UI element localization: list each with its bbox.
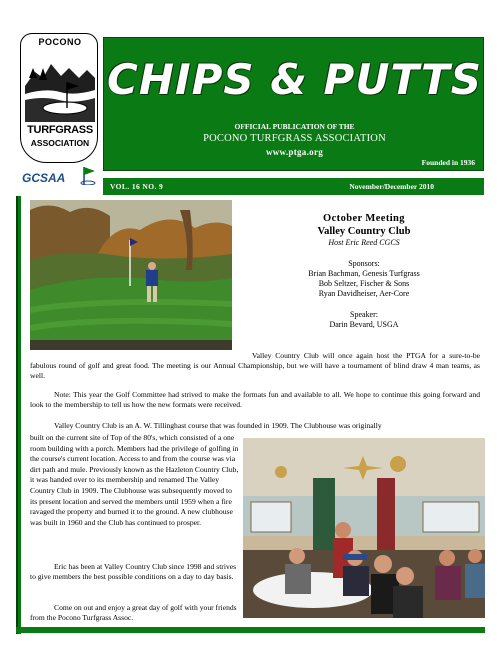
- meeting-title: October Meeting: [323, 213, 405, 224]
- association-name: POCONO TURFGRASS ASSOCIATION: [203, 133, 386, 144]
- golf-course-logo-icon: [25, 48, 95, 122]
- issue-date: November/December 2010: [349, 182, 434, 191]
- logo-name-line2: ASSOCIATION: [30, 138, 90, 148]
- article-history: built on the current site of Top of the 80's, which consisted of a one room building with a porch. Members had the privilege of golfing in the course's current location. Access to and from the course was via dirt path and mule. Previously known as the Hazleton Country Club, it was handed over to its membership and renamed The Valley Country Club in 1909. The Clubhouse was subsequently moved to its present location and served the members until 1959 when a fire ravaged the property and burned it to the ground. A new clubhouse was built in 1960 and the Club has continued to prosper.: [30, 433, 239, 527]
- issue-bar: [103, 178, 484, 195]
- meeting-host: Host Eric Reed CGCS: [328, 238, 400, 247]
- golfer-photo: [30, 200, 232, 350]
- clubhouse-photo-image: [243, 438, 485, 618]
- sponsor-item: Brian Bachman, Genesis Turfgrass: [308, 269, 420, 278]
- article-history-lead: Valley Country Club is an A. W. Tillinghast course that was founded in 1909. The Clubhouse was originally: [54, 421, 382, 430]
- logo-name-line1: TURFGRASS: [27, 124, 93, 136]
- clubhouse-photo: [243, 438, 485, 618]
- logo-top-text: POCONO: [38, 37, 82, 47]
- frame-bottom-border: [16, 627, 485, 633]
- publication-line: OFFICIAL PUBLICATION OF THE: [234, 122, 355, 131]
- speaker-name: Darin Bevard, USGA: [329, 320, 399, 329]
- meeting-venue: Valley Country Club: [317, 226, 411, 237]
- founded-text: Founded in 1936: [421, 158, 475, 167]
- sponsor-item: Ryan Davidheiser, Aer-Core: [318, 289, 410, 298]
- speaker-label: Speaker:: [350, 310, 378, 319]
- gcsaa-flag-icon: [80, 165, 98, 185]
- gcsaa-text: GCSAA: [22, 171, 66, 185]
- article-superintendent: Eric has been at Valley Country Club since 1998 and strives to give members the best possible conditions on a day to day basis.: [30, 562, 237, 581]
- sponsors-label: Sponsors:: [348, 259, 380, 268]
- pta-logo: [20, 33, 98, 193]
- logo-badge: [20, 33, 98, 163]
- sponsor-item: Bob Seltzer, Fischer & Sons: [318, 279, 410, 288]
- website-link[interactable]: www.ptga.org: [265, 147, 324, 157]
- article-paragraph: Valley Country Club will once again host the PTGA for a sure-to-be fabulous round of golf and great food. The meeting is our Annual Championship, but we will have a tournament of blind draw 4 man teams, as well.: [30, 351, 480, 380]
- volume-number: VOL. 16 NO. 9: [110, 182, 164, 191]
- meeting-info: [250, 212, 478, 330]
- article-closing: Come on out and enjoy a great day of golf with your friends from the Pocono Turfgrass Assoc.: [30, 603, 237, 622]
- golfer-photo-image: [30, 200, 232, 350]
- newsletter-title: CHIPS & PUTTS: [107, 55, 482, 104]
- frame-left-shadow: [16, 196, 18, 634]
- article-note: Note: This year the Golf Committee had strived to make the formats fun and available to all. We hope to continue this going forward and look to the membership to tell us how the new formats were received.: [30, 390, 480, 409]
- masthead: [103, 37, 484, 171]
